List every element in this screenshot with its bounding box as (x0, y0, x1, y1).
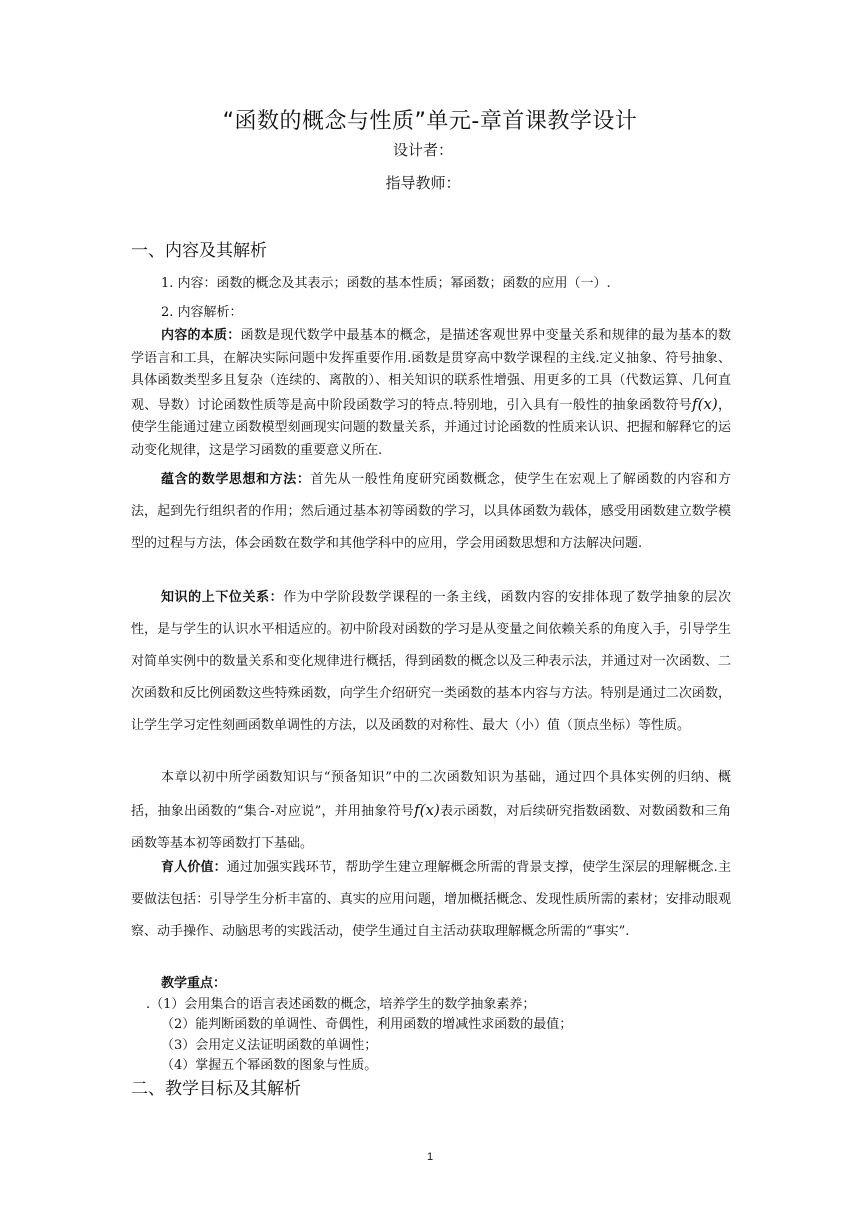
content-item-2: 2. 内容解析： (161, 305, 243, 320)
methods-label: 蕴含的数学思想和方法： (161, 472, 311, 487)
essence-text-a: 函数是现代数学中最基本的概念，是描述客观世界中变量关系和规律的最为基本的数学语言和工具，在解决实际问题中发挥重要作用.函数是贯穿高中数学课程的主线.定义抽象、符号抽象、具体函数类型多且复杂（连续的、离散的）、相关知识的联系性增强、用更多的工具（代数运算、几何直观、导数）讨论函数性质等是高中阶段函数学习的特点.特别地，引入具有一般性的抽象函数符号 (131, 328, 731, 413)
section1-heading: 一、内容及其解析 (131, 241, 267, 261)
chapter-paragraph (131, 762, 731, 860)
education-label: 育人价值： (161, 860, 227, 875)
keypoints-block (146, 974, 572, 1077)
relation-label: 知识的上下位关系： (161, 590, 284, 605)
advisor-line: 指导教师： (385, 174, 461, 192)
education-text: 通过加强实践环节，帮助学生建立理解概念所需的背景支撑，使学生深层的理解概念.主要做法包括：引导学生分析丰富的、真实的应用问题，增加概括概念、发现性质所需的素材；安排动眼观察、动手操作、动脑思考的实践活动，使学生通过自主活动获取理解概念所需的“事实”. (131, 860, 731, 939)
education-paragraph (131, 852, 731, 948)
methods-text: 首先从一般性角度研究函数概念，使学生在宏观上了解函数的内容和方法，起到先行组织者的作用；然后通过基本初等函数的学习，以具体函数为载体，感受用函数建立数学模型的过程与方法，体会函数在数学和其他学科中的应用，学会用函数思想和方法解决问题. (131, 472, 731, 551)
section2-heading: 二、教学目标及其解析 (131, 1079, 301, 1099)
content-item-1: 1. 内容：函数的概念及其表示；函数的基本性质；幂函数；函数的应用（一）. (161, 276, 611, 291)
function-symbol-2: f(x) (414, 801, 440, 819)
keypoint-item: .（1）会用集合的语言表述函数的概念，培养学生的数学抽象素养； (146, 996, 536, 1012)
essence-label: 内容的本质： (161, 328, 241, 343)
keypoint-item: （2）能判断函数的单调性、奇偶性，利用函数的增减性求函数的最值； (161, 1017, 573, 1032)
keypoint-item: （3）会用定义法证明函数的单调性； (161, 1037, 378, 1053)
keypoint-item: （4）掌握五个幂函数的图象与性质。 (161, 1058, 378, 1073)
keypoints-label: 教学重点： (161, 976, 227, 991)
chapter-text-a: 本章以初中所学函数知识与“预备知识”中的二次函数知识为基础，通过四个具体实例的归纳、概括，抽象出函数的“集合-对应说”，并用抽象符号 (131, 770, 731, 819)
methods-paragraph (131, 464, 731, 560)
essence-text-b: ，使学生能通过建立函数模型刻画现实问题的数量关系，并通过讨论函数的性质来认识、把握和解释它的运动变化规律，这是学习函数的重要意义所在. (131, 397, 731, 458)
relation-paragraph (131, 582, 731, 742)
page-title: “函数的概念与性质”单元-章首课教学设计 (222, 109, 638, 134)
essence-paragraph (131, 325, 731, 462)
relation-text: 作为中学阶段数学课程的一条主线，函数内容的安排体现了数学抽象的层次性，是与学生的认识水平相适应的。初中阶段对函数的学习是从变量之间依赖关系的角度入手，引导学生对简单实例中的数量关系和变化规律进行概括，得到函数的概念以及三种表示法，并通过对一次函数、二次函数和反比例函数这些特殊函数，向学生介绍研究一类函数的基本内容与方法。特别是通过二次函数，让学生学习定性刻画函数单调性的方法，以及函数的对称性、最大（小）值（顶点坐标）等性质。 (131, 590, 731, 733)
chapter-text-b: 表示函数，对后续研究指数函数、对数函数和三角函数等基本初等函数打下基础。 (131, 804, 731, 851)
page-number: 1 (426, 1151, 434, 1163)
function-symbol: f(x) (692, 394, 718, 413)
designer-line: 设计者： (392, 141, 453, 159)
